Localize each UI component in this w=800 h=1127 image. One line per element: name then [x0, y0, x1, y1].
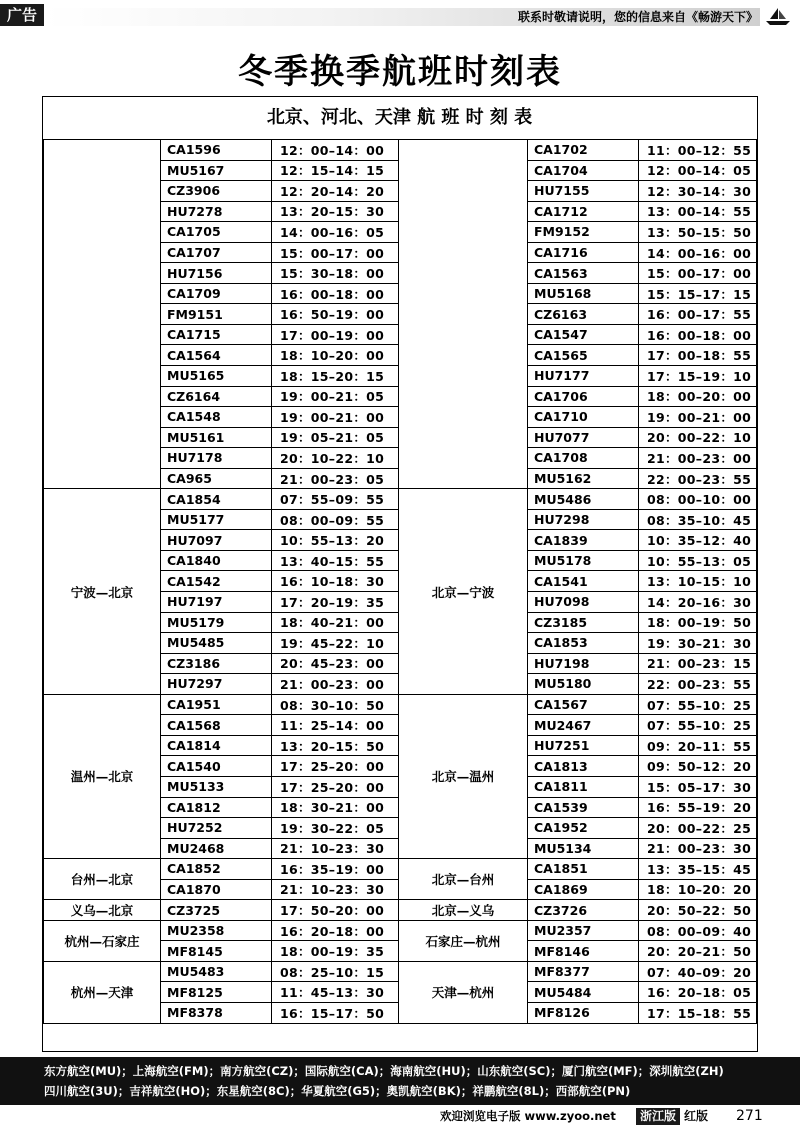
- flight-time: 16：10–18：30: [272, 571, 399, 592]
- airline-legend-line-1: 东方航空(MU)；上海航空(FM)；南方航空(CZ)；国际航空(CA)；海南航空(HU)；山东航空(SC)；厦门航空(MF)；深圳航空(ZH): [44, 1064, 724, 1078]
- flight-number: CA1705: [161, 222, 272, 243]
- flight-number: MU5134: [528, 838, 639, 859]
- flight-schedule-table: [43, 139, 757, 1024]
- flight-time: 08：00–10：00: [639, 489, 757, 510]
- flight-time: 15：05–17：30: [639, 776, 757, 797]
- flight-time: 20：10–22：10: [272, 448, 399, 469]
- flight-time: 11：45–13：30: [272, 982, 399, 1003]
- flight-number: CA1563: [528, 263, 639, 284]
- route-label: 杭州—天津: [44, 961, 161, 1023]
- flight-time: 17：00–18：55: [639, 345, 757, 366]
- flight-number: CZ3185: [528, 612, 639, 633]
- route-label: 北京—台州: [399, 859, 528, 900]
- flight-time: 13：00–14：55: [639, 201, 757, 222]
- flight-number: CA1812: [161, 797, 272, 818]
- flight-number: MU5179: [161, 612, 272, 633]
- route-label: 天津—杭州: [399, 961, 528, 1023]
- table-row: [44, 489, 757, 510]
- flight-number: CA1710: [528, 407, 639, 428]
- route-label: 温州—北京: [44, 694, 161, 858]
- route-label: 石家庄—杭州: [399, 920, 528, 961]
- route-label: 北京—温州: [399, 694, 528, 858]
- flight-number: CA1813: [528, 756, 639, 777]
- ad-tag: 广告: [0, 4, 44, 26]
- flight-number: CA1811: [528, 776, 639, 797]
- flight-time: 18：10–20：20: [639, 879, 757, 900]
- flight-time: 14：20–16：30: [639, 592, 757, 613]
- flight-number: MF8377: [528, 961, 639, 982]
- flight-number: CA1952: [528, 818, 639, 839]
- flight-time: 16：20–18：05: [639, 982, 757, 1003]
- flight-number: MU2358: [161, 920, 272, 941]
- flight-time: 15：30–18：00: [272, 263, 399, 284]
- flight-number: HU7252: [161, 818, 272, 839]
- footer-website-text: 欢迎浏览电子版 www.zyoo.net: [440, 1109, 616, 1123]
- flight-time: 22：00–23：55: [639, 468, 757, 489]
- flight-time: 18：10–20：00: [272, 345, 399, 366]
- flight-number: CA1840: [161, 550, 272, 571]
- flight-time: 10：55–13：05: [639, 550, 757, 571]
- flight-number: CA1541: [528, 571, 639, 592]
- flight-number: HU7278: [161, 201, 272, 222]
- flight-time: 16：20–18：00: [272, 920, 399, 941]
- flight-number: HU7097: [161, 530, 272, 551]
- flight-number: CA965: [161, 468, 272, 489]
- flight-time: 18：00–19：50: [639, 612, 757, 633]
- flight-time: 16：00–18：00: [272, 283, 399, 304]
- airline-legend-bar: [0, 1057, 800, 1105]
- flight-number: MU5483: [161, 961, 272, 982]
- flight-number: HU7197: [161, 592, 272, 613]
- flight-number: CA1712: [528, 201, 639, 222]
- flight-time: 08：25–10：15: [272, 961, 399, 982]
- flight-number: MU5486: [528, 489, 639, 510]
- flight-number: CA1716: [528, 242, 639, 263]
- sailboat-logo-icon: [764, 6, 792, 26]
- route-label: 北京—宁波: [399, 489, 528, 694]
- flight-number: CA1870: [161, 879, 272, 900]
- flight-time: 10：55–13：20: [272, 530, 399, 551]
- flight-time: 14：00–16：05: [272, 222, 399, 243]
- flight-number: MU5162: [528, 468, 639, 489]
- route-label: [44, 140, 161, 489]
- flight-time: 12：15–14：15: [272, 160, 399, 181]
- flight-number: CA1596: [161, 140, 272, 161]
- route-label: [399, 140, 528, 489]
- flight-number: CA1839: [528, 530, 639, 551]
- flight-time: 19：45–22：10: [272, 633, 399, 654]
- flight-number: CA1851: [528, 859, 639, 880]
- table-row: [44, 859, 757, 880]
- flight-time: 16：35–19：00: [272, 859, 399, 880]
- flight-number: CZ3186: [161, 653, 272, 674]
- flight-number: HU7155: [528, 181, 639, 202]
- flight-number: HU7098: [528, 592, 639, 613]
- flight-time: 11：00–12：55: [639, 140, 757, 161]
- flight-time: 18：00–20：00: [639, 386, 757, 407]
- flight-time: 19：30–22：05: [272, 818, 399, 839]
- flight-time: 19：00–21：00: [272, 407, 399, 428]
- flight-number: CZ6164: [161, 386, 272, 407]
- flight-time: 17：50–20：00: [272, 900, 399, 921]
- flight-number: MF8146: [528, 941, 639, 962]
- flight-time: 16：50–19：00: [272, 304, 399, 325]
- flight-time: 13：10–15：10: [639, 571, 757, 592]
- route-label: 北京—义乌: [399, 900, 528, 921]
- flight-number: CA1704: [528, 160, 639, 181]
- flight-number: HU7297: [161, 674, 272, 695]
- flight-number: MU2468: [161, 838, 272, 859]
- flight-time: 21：00–23：05: [272, 468, 399, 489]
- flight-time: 21：00–23：30: [639, 838, 757, 859]
- route-label: 杭州—石家庄: [44, 920, 161, 961]
- flight-number: CA1814: [161, 735, 272, 756]
- flight-number: HU7198: [528, 653, 639, 674]
- flight-number: HU7156: [161, 263, 272, 284]
- flight-number: CA1708: [528, 448, 639, 469]
- flight-time: 14：00–16：00: [639, 242, 757, 263]
- flight-time: 20：20–21：50: [639, 941, 757, 962]
- flight-number: CA1548: [161, 407, 272, 428]
- flight-time: 19：00–21：05: [272, 386, 399, 407]
- flight-number: CZ3906: [161, 181, 272, 202]
- top-banner: [0, 0, 800, 28]
- flight-time: 11：25–14：00: [272, 715, 399, 736]
- flight-time: 10：35–12：40: [639, 530, 757, 551]
- flight-number: CA1853: [528, 633, 639, 654]
- flight-time: 08：00–09：40: [639, 920, 757, 941]
- flight-time: 17：25–20：00: [272, 776, 399, 797]
- flight-time: 21：00–23：00: [639, 448, 757, 469]
- flight-number: CA1707: [161, 242, 272, 263]
- flight-number: MF8145: [161, 941, 272, 962]
- flight-time: 13：35–15：45: [639, 859, 757, 880]
- flight-time: 18：15–20：15: [272, 366, 399, 387]
- flight-time: 21：10–23：30: [272, 838, 399, 859]
- flight-time: 08：35–10：45: [639, 509, 757, 530]
- flight-number: MU5161: [161, 427, 272, 448]
- flight-time: 18：00–19：35: [272, 941, 399, 962]
- flight-time: 18：30–21：00: [272, 797, 399, 818]
- flight-number: CA1869: [528, 879, 639, 900]
- flight-number: MU5177: [161, 509, 272, 530]
- flight-number: CZ3726: [528, 900, 639, 921]
- flight-number: CA1715: [161, 324, 272, 345]
- flight-time: 17：25–20：00: [272, 756, 399, 777]
- flight-number: MU5168: [528, 283, 639, 304]
- flight-number: MF8126: [528, 1002, 639, 1023]
- flight-number: CA1547: [528, 324, 639, 345]
- page-footer: [0, 1106, 800, 1127]
- flight-time: 16：00–17：55: [639, 304, 757, 325]
- flight-number: CA1567: [528, 694, 639, 715]
- flight-number: MU5133: [161, 776, 272, 797]
- flight-time: 20：45–23：00: [272, 653, 399, 674]
- flight-time: 13：40–15：55: [272, 550, 399, 571]
- flight-number: MU5180: [528, 674, 639, 695]
- flight-time: 15：15–17：15: [639, 283, 757, 304]
- flight-time: 17：15–19：10: [639, 366, 757, 387]
- flight-time: 09：20–11：55: [639, 735, 757, 756]
- flight-time: 17：15–18：55: [639, 1002, 757, 1023]
- airline-legend-line-2: 四川航空(3U)；吉祥航空(HO)；东星航空(8C)；华夏航空(G5)；奥凯航空(BK)；祥鹏航空(8L)；西部航空(PN): [44, 1084, 631, 1098]
- flight-number: CA1709: [161, 283, 272, 304]
- flight-time: 19：05–21：05: [272, 427, 399, 448]
- flight-number: HU7177: [528, 366, 639, 387]
- flight-time: 20：00–22：10: [639, 427, 757, 448]
- flight-time: 17：20–19：35: [272, 592, 399, 613]
- flight-number: CA1540: [161, 756, 272, 777]
- flight-time: 08：00–09：55: [272, 509, 399, 530]
- table-row: [44, 920, 757, 941]
- page-number: 271: [736, 1108, 763, 1124]
- flight-time: 12：00–14：05: [639, 160, 757, 181]
- flight-time: 12：30–14：30: [639, 181, 757, 202]
- flight-number: MU2467: [528, 715, 639, 736]
- flight-number: CA1564: [161, 345, 272, 366]
- flight-time: 21：10–23：30: [272, 879, 399, 900]
- flight-time: 22：00–23：55: [639, 674, 757, 695]
- table-row: [44, 140, 757, 161]
- flight-number: MU5485: [161, 633, 272, 654]
- flight-time: 16：55–19：20: [639, 797, 757, 818]
- flight-number: MU5165: [161, 366, 272, 387]
- flight-time: 07：55–09：55: [272, 489, 399, 510]
- flight-number: CA1702: [528, 140, 639, 161]
- flight-number: HU7251: [528, 735, 639, 756]
- table-row: [44, 694, 757, 715]
- edition-label: 红版: [684, 1109, 709, 1123]
- flight-time: 07：40–09：20: [639, 961, 757, 982]
- flight-number: HU7178: [161, 448, 272, 469]
- table-row: [44, 961, 757, 982]
- flight-number: HU7298: [528, 509, 639, 530]
- flight-time: 12：20–14：20: [272, 181, 399, 202]
- flight-time: 15：00–17：00: [639, 263, 757, 284]
- flight-number: CA1542: [161, 571, 272, 592]
- table-subtitle: 北京、河北、天津 航 班 时 刻 表: [43, 97, 756, 140]
- edition-badge: 浙江版: [636, 1108, 680, 1125]
- flight-number: MU5178: [528, 550, 639, 571]
- flight-time: 15：00–17：00: [272, 242, 399, 263]
- flight-time: 16：15–17：50: [272, 1002, 399, 1023]
- schedule-panel: [42, 96, 758, 1052]
- flight-number: MU2357: [528, 920, 639, 941]
- flight-time: 13：50–15：50: [639, 222, 757, 243]
- route-label: 义乌—北京: [44, 900, 161, 921]
- flight-number: MF8125: [161, 982, 272, 1003]
- flight-time: 07：55–10：25: [639, 694, 757, 715]
- flight-time: 17：00–19：00: [272, 324, 399, 345]
- page-title: 冬季换季航班时刻表: [238, 52, 562, 92]
- flight-number: CA1852: [161, 859, 272, 880]
- flight-time: 07：55–10：25: [639, 715, 757, 736]
- flight-number: FM9151: [161, 304, 272, 325]
- flight-number: CA1951: [161, 694, 272, 715]
- top-slogan: 联系时敬请说明，您的信息来自《畅游天下》: [517, 10, 758, 24]
- route-label: 宁波—北京: [44, 489, 161, 694]
- flight-number: CA1565: [528, 345, 639, 366]
- flight-number: CA1568: [161, 715, 272, 736]
- flight-number: MF8378: [161, 1002, 272, 1023]
- flight-number: HU7077: [528, 427, 639, 448]
- flight-time: 20：00–22：25: [639, 818, 757, 839]
- flight-time: 20：50–22：50: [639, 900, 757, 921]
- flight-number: CA1706: [528, 386, 639, 407]
- flight-time: 13：20–15：50: [272, 735, 399, 756]
- flight-number: CZ6163: [528, 304, 639, 325]
- flight-time: 12：00–14：00: [272, 140, 399, 161]
- flight-time: 21：00–23：15: [639, 653, 757, 674]
- flight-time: 08：30–10：50: [272, 694, 399, 715]
- flight-number: MU5484: [528, 982, 639, 1003]
- flight-time: 16：00–18：00: [639, 324, 757, 345]
- flight-time: 13：20–15：30: [272, 201, 399, 222]
- flight-time: 19：30–21：30: [639, 633, 757, 654]
- table-row: [44, 900, 757, 921]
- flight-number: MU5167: [161, 160, 272, 181]
- flight-number: CA1854: [161, 489, 272, 510]
- flight-number: CA1539: [528, 797, 639, 818]
- flight-time: 18：40–21：00: [272, 612, 399, 633]
- flight-number: CZ3725: [161, 900, 272, 921]
- flight-time: 19：00–21：00: [639, 407, 757, 428]
- route-label: 台州—北京: [44, 859, 161, 900]
- flight-time: 09：50–12：20: [639, 756, 757, 777]
- flight-time: 21：00–23：00: [272, 674, 399, 695]
- flight-number: FM9152: [528, 222, 639, 243]
